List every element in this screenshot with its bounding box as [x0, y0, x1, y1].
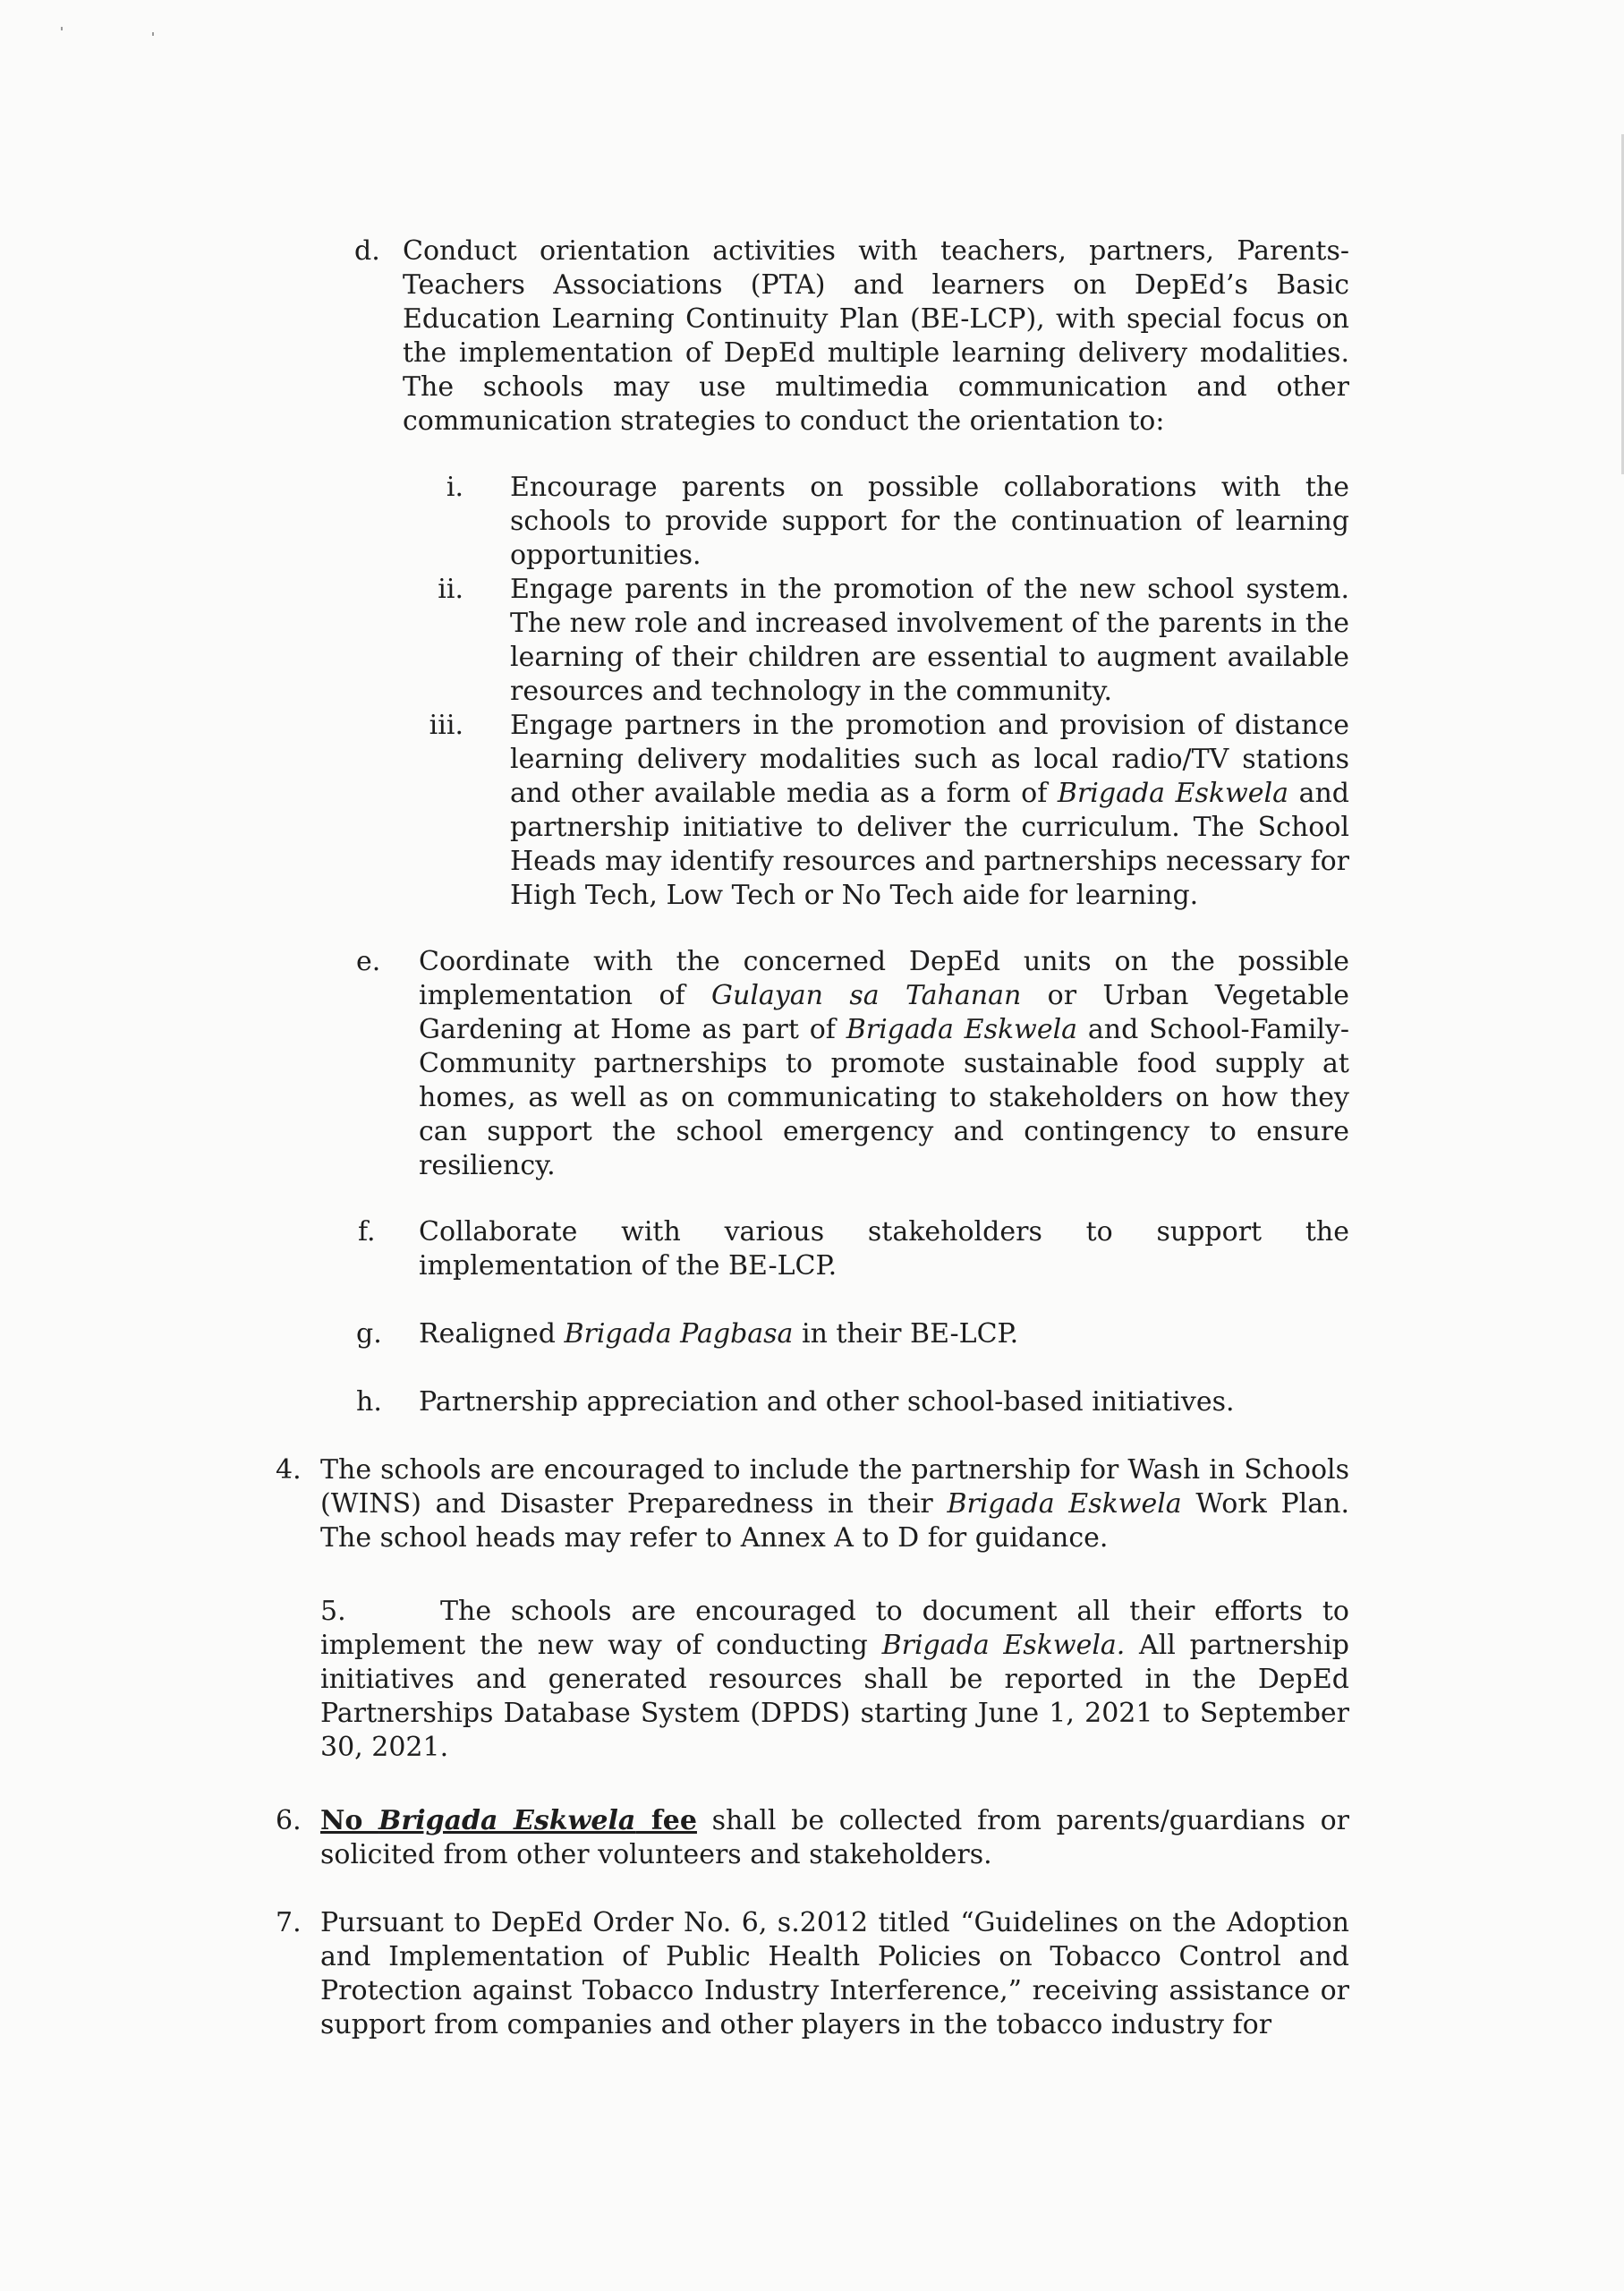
item-6-label: 6. [276, 1805, 302, 1836]
item-e-text: Coordinate with the concerned DepEd units on the possible implementation of Gulayan sa Tahanan or Urban Vegetable Gardening at Home as part of Brigada Eskwela and School-Family-Community partnerships to promote sustainable food supply at homes, as well as on communicating to stakeholders on how they can support the school emergency and contingency to ensure resiliency. [419, 946, 1349, 1181]
item-d-text: Conduct orientation activities with teachers, partners, Parents-Teachers Associations (PTA) and learners on DepEd’s Basic Education Learning Continuity Plan (BE-LCP), with special focus on the implementation of DepEd multiple learning delivery modalities. The schools may use multimedia communication and other communication strategies to conduct the orientation to: [403, 235, 1349, 437]
scan-speck [152, 32, 154, 36]
item-g-text: Realigned Brigada Pagbasa in their BE-LCP. [419, 1318, 1019, 1350]
sub-ii-label: ii. [438, 574, 463, 605]
item-f-label: f. [358, 1216, 376, 1248]
item-4-text: The schools are encouraged to include the partnership for Wash in Schools (WINS) and Disaster Preparedness in their Brigada Eskwela Work Plan. The school heads may refer to Annex A to D for guidance. [320, 1454, 1349, 1554]
scan-speck [61, 27, 63, 30]
item-6-text: No Brigada Eskwela fee shall be collected from parents/guardians or solicited from other volunteers and stakeholders. [320, 1805, 1349, 1870]
item-d-label: d. [354, 235, 380, 267]
item-h-label: h. [356, 1386, 382, 1418]
item-g-label: g. [356, 1318, 382, 1350]
item-e-label: e. [356, 946, 381, 977]
sub-iii-label: iii. [429, 710, 463, 741]
item-h-text: Partnership appreciation and other school-based initiatives. [419, 1386, 1235, 1418]
item-4-label: 4. [276, 1454, 302, 1486]
sub-i-label: i. [446, 472, 463, 503]
item-7-label: 7. [276, 1907, 302, 1938]
sub-i-text: Encourage parents on possible collaborations with the schools to provide support for the continuation of learning opportunities. [510, 472, 1349, 571]
item-f-text: Collaborate with various stakeholders to support the implementation of the BE-LCP. [419, 1216, 1349, 1282]
sub-iii-text: Engage partners in the promotion and provision of distance learning delivery modalities such as local radio/TV stations and other available media as a form of Brigada Eskwela and partnership initiative to deliver the curriculum. The School Heads may identify resources and partnerships necessary for High Tech, Low Tech or No Tech aide for learning. [510, 710, 1349, 911]
item-7-text: Pursuant to DepEd Order No. 6, s.2012 titled “Guidelines on the Adoption and Implementation of Public Health Policies on Tobacco Control and Protection against Tobacco Industry Interference,” receiving assistance or support from companies and other players in the tobacco industry for [320, 1907, 1349, 2040]
sub-ii-text: Engage parents in the promotion of the new school system. The new role and increased involvement of the parents in the learning of their children are essential to augment available resources and technology in the community. [510, 574, 1349, 707]
item-5-text: 5. The schools are encouraged to document all their efforts to implement the new way of conducting Brigada Eskwela. All partnership initiatives and generated resources shall be reported in the DepEd Partnerships Database System (DPDS) starting June 1, 2021 to September 30, 2021. [320, 1596, 1349, 1763]
